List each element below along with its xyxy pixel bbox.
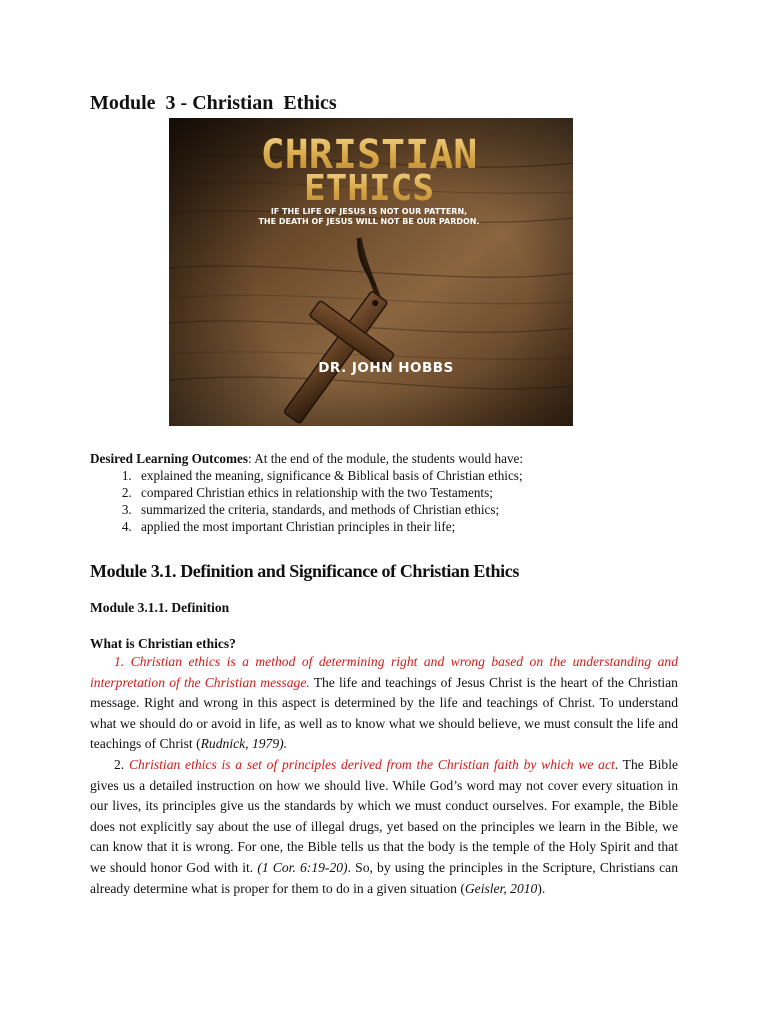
cover-tagline-1: IF THE LIFE OF JESUS IS NOT OUR PATTERN, [270,207,468,216]
paragraph-1-citation: Rudnick, 1979). [200,736,288,752]
paragraph-1-text: The life and teachings of Jesus Christ is the heart of the Christian message. Right and wrong in this aspect is determined by the life and teachings of Christ. To understand what we should do or avoid in life, as well as to know what we should believe, we must consult the life and teachings of Christ ( [90,674,678,752]
paragraph-2-citation-1: (1 Cor. 6:19-20) [257,859,348,875]
section-title: Module 3.1. Definition and Significance of Christian Ethics [90,561,519,581]
subsection-title: Module 3.1.1. Definition [90,600,230,615]
question-heading: What is Christian ethics? [90,636,236,651]
outcome-item: 2. compared Christian ethics in relationship with the two Testaments; [135,484,690,501]
learning-outcomes [90,450,690,535]
paragraph-2-text: . The Bible gives us a detailed instruction on how we should live. While God’s word may not cover every situation in our lives, its principles give us the standards by which we must conduct ourselves. For example, the Bible does not explicitly say about the use of illegal drugs, yet based on the principles we learn in the Bible, we can know that it is wrong. For one, the Bible tells us that the body is the temple of the Holy Spirit and that we should honor God with it. [90,756,679,875]
outcome-item: 3. summarized the criteria, standards, and methods of Christian ethics; [135,501,690,518]
paragraph-2-definition: Christian ethics is a set of principles derived from the Christian faith by which we act [128,756,615,772]
outcomes-intro: : At the end of the module, the students would have: [248,451,524,466]
book-cover-image [169,118,573,426]
outcome-item: 1. explained the meaning, significance & Biblical basis of Christian ethics; [135,467,690,484]
outcomes-heading [90,450,690,467]
paragraph-2-citation-2: Geisler, 2010 [464,880,538,896]
cover-tagline-2: THE DEATH OF JESUS WILL NOT BE OUR PARDON. [258,217,480,226]
paragraph-1-definition: Christian ethics is a method of determining right and wrong based on the understanding and interpretation of the Christian message. [90,654,678,690]
outcome-item: 4. applied the most important Christian principles in their life; [135,518,690,535]
body-text [90,652,678,899]
paragraph-1-number: 1. [114,654,131,669]
book-cover-art [169,118,573,426]
paragraph-2-text-2: . So, by using the principles in the Scripture, Christians can already determine what is proper for them to do in a given situation ( [90,859,678,896]
cover-title-line1: CHRISTIAN [260,132,478,178]
outcomes-list [90,467,690,535]
module-title: Module 3 - Christian Ethics [90,92,337,114]
paragraph-2 [90,755,678,899]
paragraph-2-end: ). [537,880,546,896]
cover-author: DR. JOHN HOBBS [318,360,454,376]
outcomes-label: Desired Learning Outcomes [90,451,248,466]
paragraph-2-number: 2. [114,756,129,772]
paragraph-1 [90,652,678,755]
cover-title-line2: ETHICS [303,168,435,209]
